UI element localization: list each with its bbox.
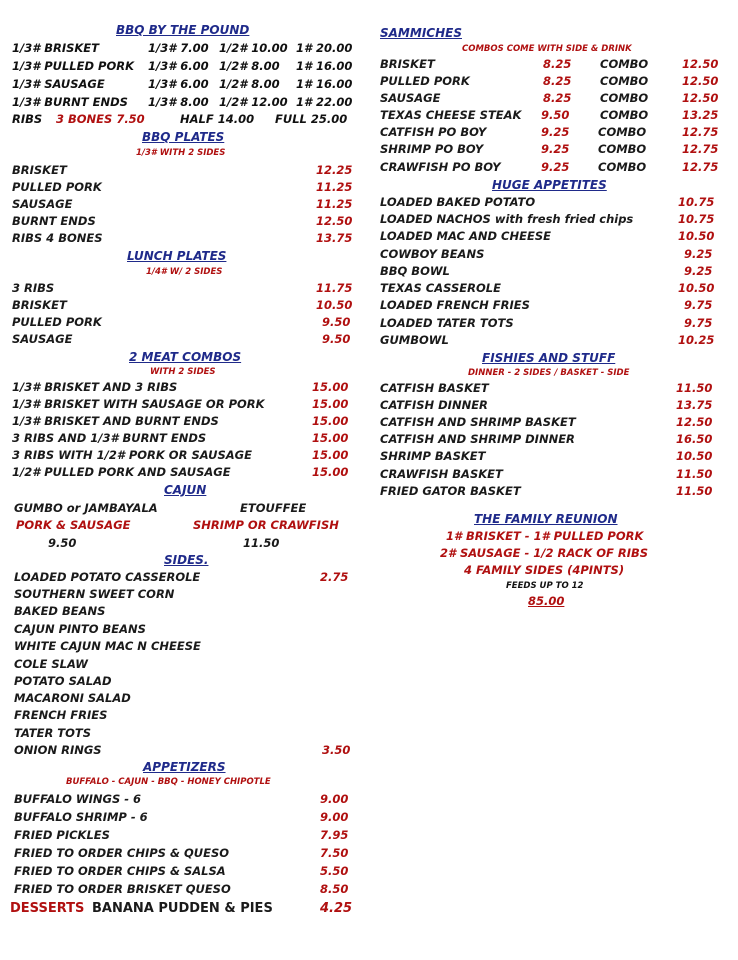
lunch-item: BRISKET 10.50 xyxy=(12,298,353,312)
app-item: FRIED TO ORDER CHIPS & SALSA 5.50 xyxy=(14,864,349,878)
side-item: TATER TOTS xyxy=(14,726,92,740)
lunch-sub: 1/4# W/ 2 SIDES xyxy=(146,267,223,277)
lunch-title: LUNCH PLATES xyxy=(127,249,227,263)
sammiches-title: SAMMICHES xyxy=(380,26,462,40)
side-item: ONION RINGS 3.50 xyxy=(14,743,351,757)
cajun-row: PORK & SAUSAGE SHRIMP OR CRAWFISH xyxy=(16,518,339,532)
side-item: POTATO SALAD xyxy=(14,674,112,688)
combo-item: 1/3# BRISKET AND 3 RIBS 15.00 xyxy=(12,380,349,394)
sammich-item: BRISKET 8.25 COMBO 12.50 xyxy=(380,57,719,71)
bbq-plate-item: BURNT ENDS 12.50 xyxy=(12,214,353,228)
app-item: FRIED TO ORDER BRISKET QUESO 8.50 xyxy=(14,882,349,896)
side-item: COLE SLAW xyxy=(14,657,88,671)
combo-item: 3 RIBS AND 1/3# BURNT ENDS 15.00 xyxy=(12,431,349,445)
fish-item: CATFISH AND SHRIMP DINNER 16.50 xyxy=(380,432,713,446)
cajun-row: GUMBO or JAMBAYALA ETOUFFEE xyxy=(14,501,307,515)
huge-item: LOADED MAC AND CHEESE 10.50 xyxy=(380,229,715,243)
combo-item: 1/2# PULLED PORK AND SAUSAGE 15.00 xyxy=(12,465,349,479)
fish-item: CATFISH AND SHRIMP BASKET 12.50 xyxy=(380,415,713,429)
huge-title: HUGE APPETITES xyxy=(492,178,607,192)
app-item: FRIED TO ORDER CHIPS & QUESO 7.50 xyxy=(14,846,349,860)
side-item: WHITE CAJUN MAC N CHEESE xyxy=(14,639,201,653)
fish-title: FISHIES AND STUFF xyxy=(482,351,616,365)
bbq-plate-item: SAUSAGE 11.25 xyxy=(12,197,353,211)
side-item: MACARONI SALAD xyxy=(14,691,131,705)
reunion-line: 4 FAMILY SIDES (4PINTS) xyxy=(464,563,625,577)
bbq-plates-sub: 1/3# WITH 2 SIDES xyxy=(136,148,226,158)
huge-item: BBQ BOWL 9.25 xyxy=(380,264,713,278)
lunch-item: PULLED PORK 9.50 xyxy=(12,315,351,329)
reunion-line: 1# BRISKET - 1# PULLED PORK xyxy=(446,529,644,543)
app-item: BUFFALO WINGS - 6 9.00 xyxy=(14,792,349,806)
bbq-pound-title: BBQ BY THE POUND xyxy=(116,23,250,37)
sammich-item: SAUSAGE 8.25 COMBO 12.50 xyxy=(380,91,719,105)
combo-item: 3 RIBS WITH 1/2# PORK OR SAUSAGE 15.00 xyxy=(12,448,349,462)
huge-item: COWBOY BEANS 9.25 xyxy=(380,247,713,261)
bbq-pound-ribs: RIBS 3 BONES 7.50 HALF 14.00 FULL 25.00 xyxy=(12,112,348,126)
combo-item: 1/3# BRISKET AND BURNT ENDS 15.00 xyxy=(12,414,349,428)
bbq-plate-item: PULLED PORK 11.25 xyxy=(12,180,353,194)
bbq-pound-row: 1/3# PULLED PORK 1/3# 6.00 1/2# 8.00 1# 16.00 xyxy=(12,59,353,73)
sammich-item: CATFISH PO BOY 9.25 COMBO 12.75 xyxy=(380,125,719,139)
huge-item: LOADED NACHOS with fresh fried chips 10.75 xyxy=(380,212,715,226)
fish-item: CATFISH BASKET 11.50 xyxy=(380,381,713,395)
reunion-note: FEEDS UP TO 12 xyxy=(506,581,584,591)
bbq-plate-item: BRISKET 12.25 xyxy=(12,163,353,177)
combos-title: 2 MEAT COMBOS xyxy=(129,350,242,364)
reunion-price: 85.00 xyxy=(528,594,565,608)
apps-sub: BUFFALO - CAJUN - BBQ - HONEY CHIPOTLE xyxy=(66,777,271,787)
huge-item: LOADED BAKED POTATO 10.75 xyxy=(380,195,715,209)
side-item: SOUTHERN SWEET CORN xyxy=(14,587,175,601)
fish-sub: DINNER - 2 SIDES / BASKET - SIDE xyxy=(468,368,630,378)
bbq-pound-row: 1/3# BURNT ENDS 1/3# 8.00 1/2# 12.00 1# 22.00 xyxy=(12,95,353,109)
reunion-title: THE FAMILY REUNION xyxy=(474,512,618,526)
huge-item: LOADED FRENCH FRIES 9.75 xyxy=(380,298,713,312)
bbq-pound-row: 1/3# SAUSAGE 1/3# 6.00 1/2# 8.00 1# 16.00 xyxy=(12,77,353,91)
sammich-item: PULLED PORK 8.25 COMBO 12.50 xyxy=(380,74,719,88)
fish-item: SHRIMP BASKET 10.50 xyxy=(380,449,713,463)
sides-title: SIDES. xyxy=(164,553,209,567)
apps-title: APPETIZERS xyxy=(143,760,226,774)
sammich-item: TEXAS CHEESE STEAK 9.50 COMBO 13.25 xyxy=(380,108,719,122)
side-item: CAJUN PINTO BEANS xyxy=(14,622,146,636)
app-item: FRIED PICKLES 7.95 xyxy=(14,828,349,842)
bbq-plates-title: BBQ PLATES xyxy=(142,130,225,144)
combos-sub: WITH 2 SIDES xyxy=(150,367,216,377)
side-item: BAKED BEANS xyxy=(14,604,106,618)
fish-item: FRIED GATOR BASKET 11.50 xyxy=(380,484,713,498)
sammich-item: SHRIMP PO BOY 9.25 COMBO 12.75 xyxy=(380,142,719,156)
app-item: BUFFALO SHRIMP - 6 9.00 xyxy=(14,810,349,824)
desserts-row: DESSERTS BANANA PUDDEN & PIES 4.25 xyxy=(10,901,353,916)
cajun-title: CAJUN xyxy=(164,483,207,497)
combo-item: 1/3# BRISKET WITH SAUSAGE OR PORK 15.00 xyxy=(12,397,349,411)
bbq-pound-row: 1/3# BRISKET 1/3# 7.00 1/2# 10.00 1# 20.00 xyxy=(12,41,353,55)
lunch-item: SAUSAGE 9.50 xyxy=(12,332,351,346)
side-item: FRENCH FRIES xyxy=(14,708,108,722)
cajun-prices: 9.50 11.50 xyxy=(48,536,280,550)
fish-item: CATFISH DINNER 13.75 xyxy=(380,398,713,412)
bbq-plate-item: RIBS 4 BONES 13.75 xyxy=(12,231,353,245)
sammich-item: CRAWFISH PO BOY 9.25 COMBO 12.75 xyxy=(380,160,719,174)
sammiches-sub: COMBOS COME WITH SIDE & DRINK xyxy=(462,44,632,54)
huge-item: LOADED TATER TOTS 9.75 xyxy=(380,316,713,330)
fish-item: CRAWFISH BASKET 11.50 xyxy=(380,467,713,481)
lunch-item: 3 RIBS 11.75 xyxy=(12,281,353,295)
reunion-line: 2# SAUSAGE - 1/2 RACK OF RIBS xyxy=(440,546,649,560)
huge-item: TEXAS CASSEROLE 10.50 xyxy=(380,281,715,295)
huge-item: GUMBOWL 10.25 xyxy=(380,333,715,347)
side-item: LOADED POTATO CASSEROLE 2.75 xyxy=(14,570,349,584)
